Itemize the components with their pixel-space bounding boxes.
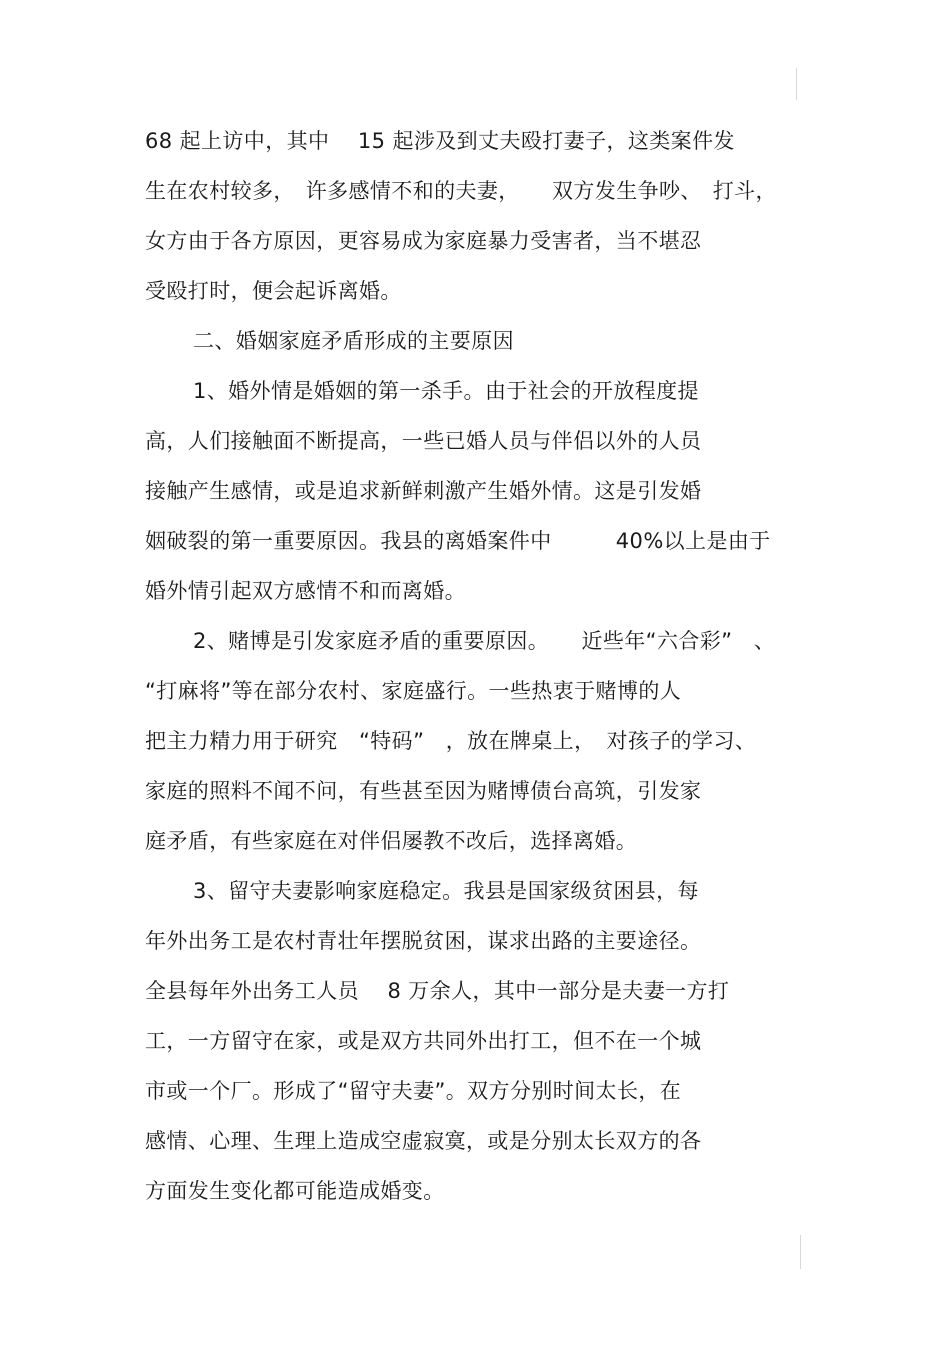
text-line: 68 起上访中，其中 15 起涉及到丈夫殴打妻子，这类案件发: [145, 129, 735, 153]
text-line: 女方由于各方原因，更容易成为家庭暴力受害者，当不堪忍: [145, 229, 702, 253]
text-line: 家庭的照料不闻不问，有些甚至因为赌博债台高筑，引发家: [145, 779, 702, 803]
paragraph-start: 2、赌博是引发家庭矛盾的重要原因。 近些年“六合彩” 、: [193, 629, 776, 653]
text-line: 市或一个厂。形成了“留守夫妻”。双方分别时间太长，在: [145, 1079, 682, 1103]
text-line: “打麻将”等在部分农村、家庭盛行。一些热衷于赌博的人: [145, 679, 682, 703]
text-line: 姻破裂的第一重要原因。我县的离婚案件中 40%以上是由于: [145, 529, 771, 553]
text-line: 感情、心理、生理上造成空虚寂寞，或是分别太长双方的各: [145, 1129, 702, 1153]
text-line: 接触产生感情，或是追求新鲜刺激产生婚外情。这是引发婚: [145, 479, 702, 503]
text-line: 全县每年外出务工人员 8 万余人，其中一部分是夫妻一方打: [145, 979, 730, 1003]
page-edge-mark-top: [796, 68, 797, 100]
text-line: 庭矛盾，有些家庭在对伴侣屡教不改后，选择离婚。: [145, 829, 638, 853]
section-heading: 二、婚姻家庭矛盾形成的主要原因: [193, 329, 514, 353]
text-line: 年外出务工是农村青壮年摆脱贫困，谋求出路的主要途径。: [145, 929, 702, 953]
page-edge-mark-bottom: [800, 1235, 801, 1269]
paragraph-start: 3、留守夫妻影响家庭稳定。我县是国家级贫困县，每: [193, 879, 699, 903]
text-line: 把主力精力用于研究 “特码” ，放在牌桌上， 对孩子的学习、: [145, 729, 757, 753]
text-line: 婚外情引起双方感情不和而离婚。: [145, 579, 466, 603]
text-line: 方面发生变化都可能造成婚变。: [145, 1179, 445, 1203]
text-line: 受殴打时，便会起诉离婚。: [145, 279, 402, 303]
text-line: 工，一方留守在家，或是双方共同外出打工，但不在一个城: [145, 1029, 702, 1053]
text-line: 高，人们接触面不断提高，一些已婚人员与伴侣以外的人员: [145, 429, 702, 453]
text-line: 生在农村较多， 许多感情不和的夫妻， 双方发生争吵、 打斗，: [145, 179, 777, 203]
paragraph-start: 1、婚外情是婚姻的第一杀手。由于社会的开放程度提: [193, 379, 699, 403]
